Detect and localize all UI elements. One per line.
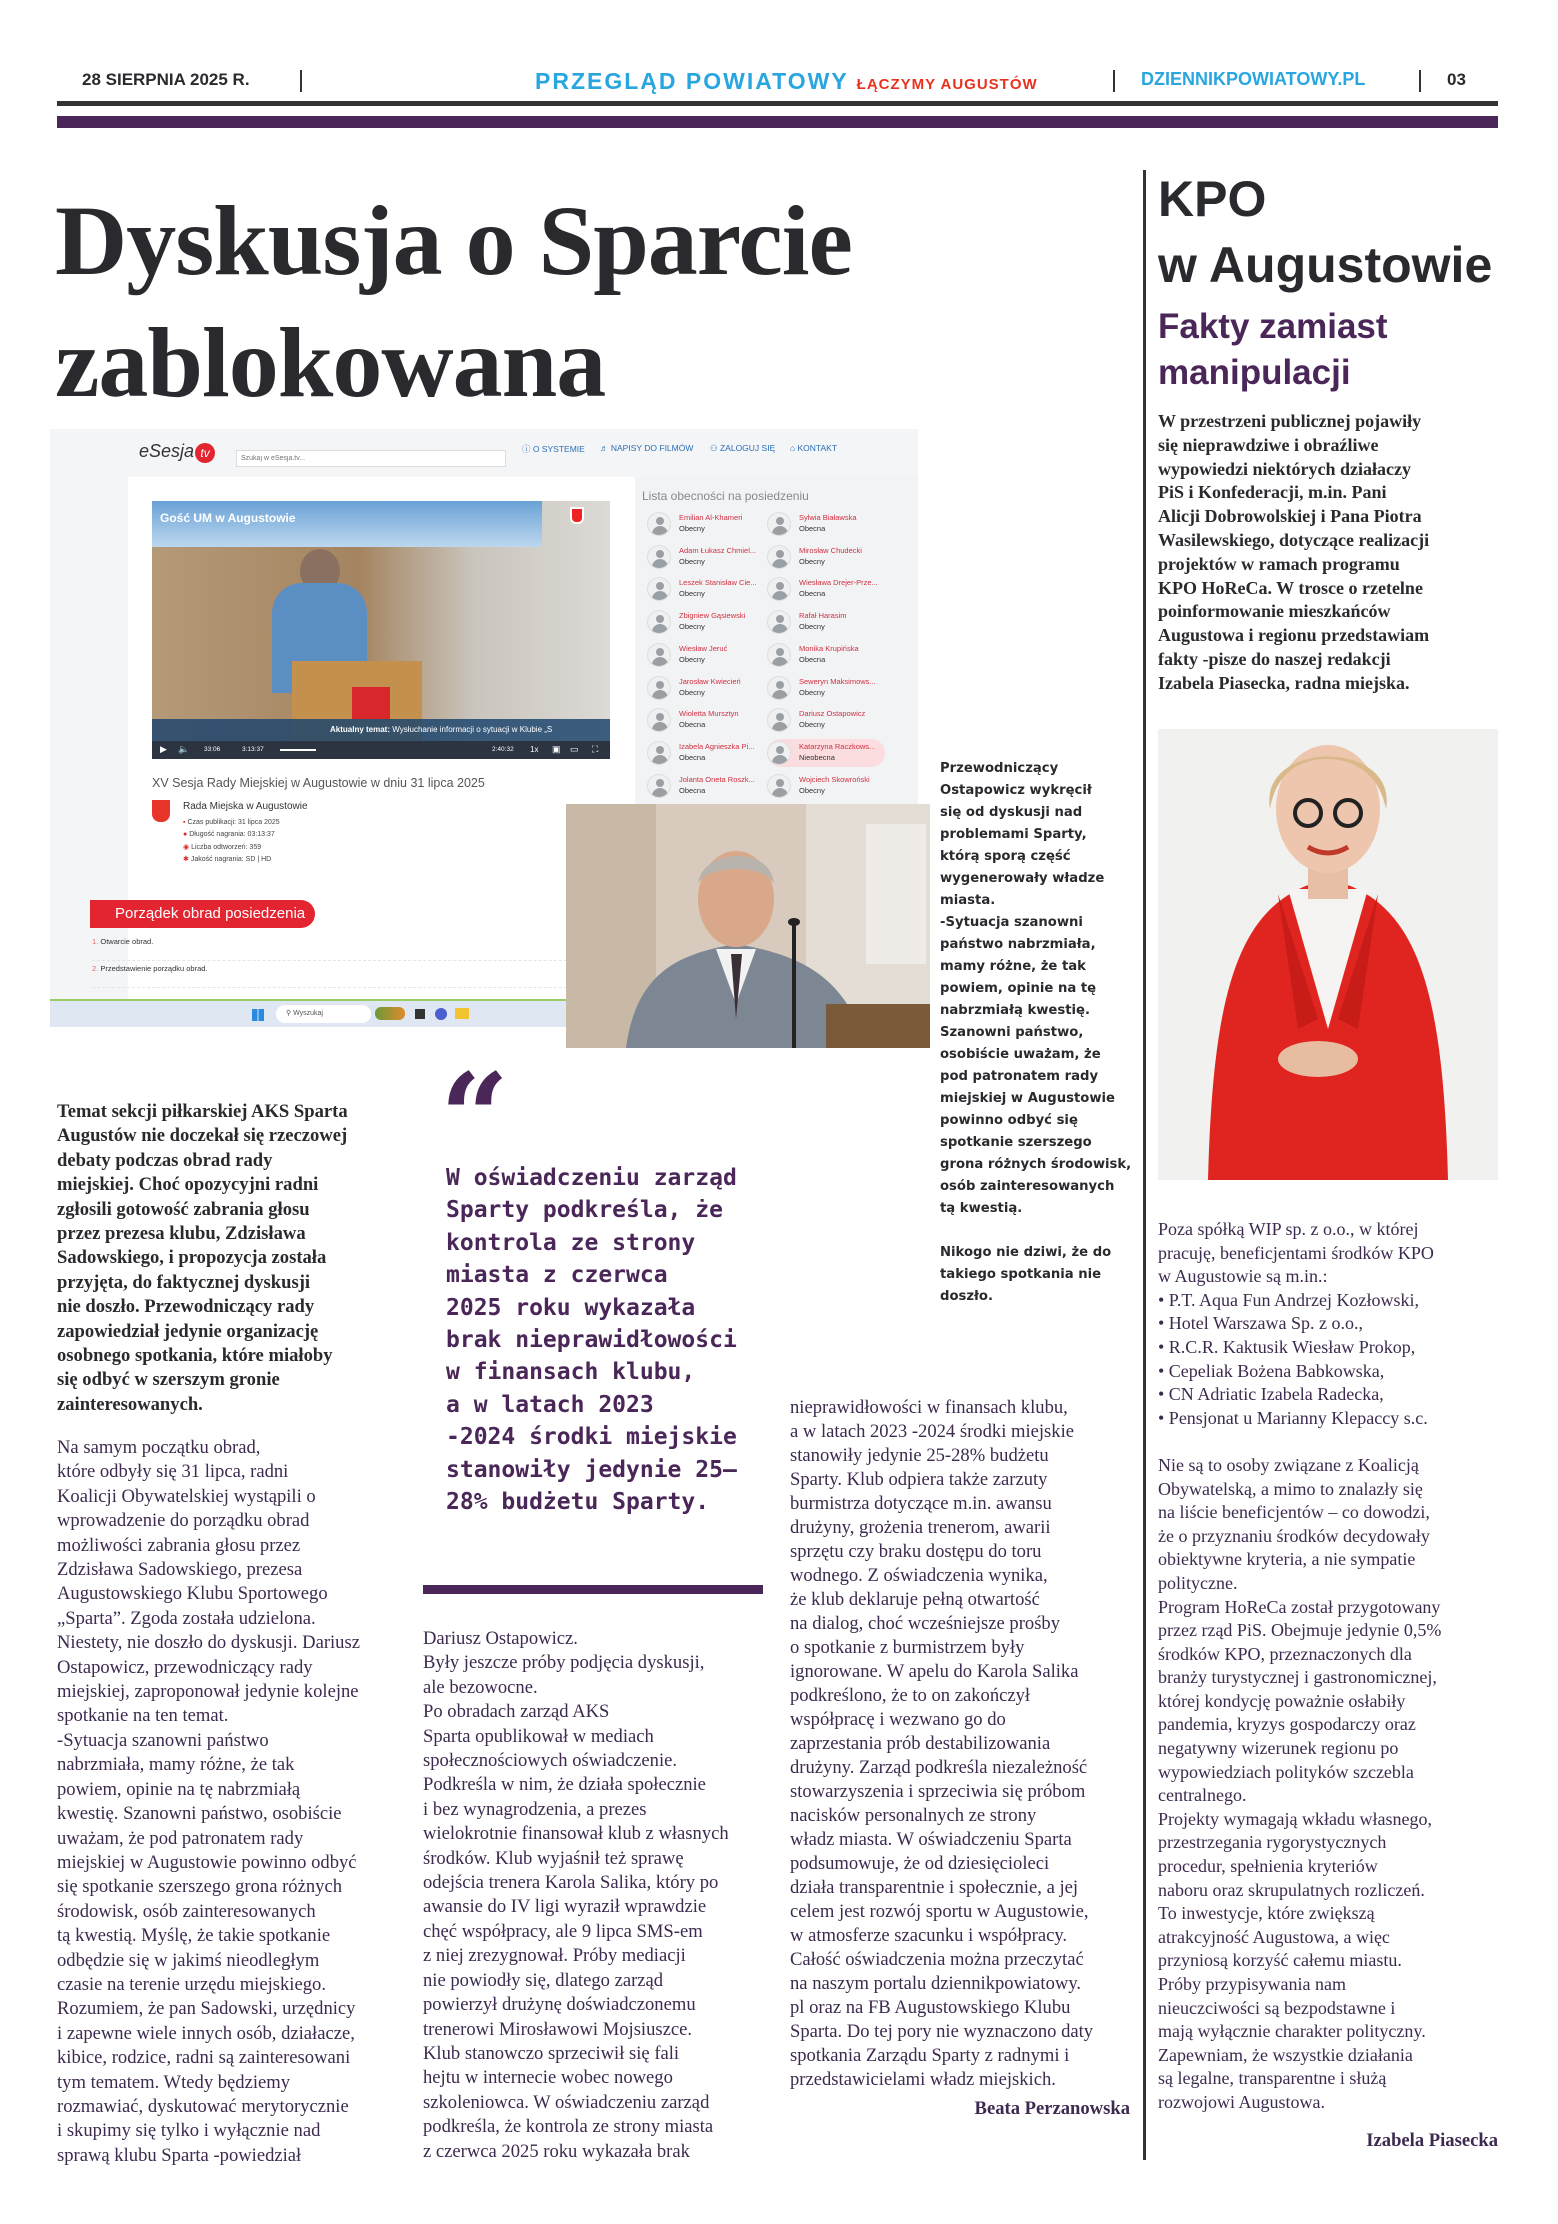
attendance-item[interactable] — [767, 641, 885, 669]
avatar-icon — [647, 741, 671, 765]
attendee-status: Obecny — [679, 622, 705, 632]
avatar-icon — [767, 741, 791, 765]
nav-zaloguj[interactable]: ⚇ ZALOGUJ SIĘ — [710, 443, 776, 453]
article-title — [55, 180, 852, 424]
attendee-name: Monika Krupińska — [799, 643, 859, 653]
council-chair-photo — [566, 804, 930, 1048]
pull-quote: W oświadczeniu zarząd Sparty podkreśla, że kontrola ze strony miasta z czerwca 2025 roku wykazała brak nieprawidłowości w finansach klubu, a w latach 2023 -2024 środki miejskie stanowiły jedynie 25– 28% budżetu Sparty. — [446, 1165, 737, 1516]
attendee-name: Sylwia Białawska — [799, 513, 857, 522]
quote-icon: “ — [440, 1047, 510, 1188]
attendance-item[interactable] — [767, 739, 885, 767]
header-divider — [1113, 70, 1115, 92]
attendee-status: Obecny — [679, 654, 705, 664]
gear-icon: ✱ — [183, 855, 191, 863]
article-title-line: zablokowana — [55, 307, 606, 418]
issue-date: 28 SIERPNIA 2025 R. — [82, 70, 250, 89]
attendance-item[interactable] — [647, 575, 765, 603]
search-icon: ⚲ — [286, 1010, 294, 1017]
clock-icon: ● — [183, 831, 190, 839]
attendee-status: Obecny — [679, 687, 705, 697]
attendee-name: Jarosław Kwiecień — [679, 676, 741, 686]
side-lead: W przestrzeni publicznej pojawiły się nieprawdziwe i obraźliwe wypowiedzi niektórych działaczy PiS i Konfederacji, m.in. Pani Alicji Dobrowolskiej i Pana Piotra Wasilewskiego, dotyczące realizacji projektów w ramach programu KPO HoReCa. W trosce o rzetelne poinformowanie mieszkańców Augustowa i regionu przedstawiam fakty -pisze do naszej redakcji Izabela Piasecka, radna miejska. — [1158, 411, 1430, 693]
header-divider — [1419, 70, 1421, 92]
attendance-title: Lista obecności na posiedzeniu — [642, 489, 809, 503]
attendee-status: Obecny — [679, 524, 705, 533]
volume-icon[interactable]: 🔈 — [178, 744, 190, 754]
agenda-item[interactable]: 2. Przedstawienie porządku obrad. — [92, 964, 632, 988]
publisher-crest-icon — [152, 800, 170, 822]
attendance-item[interactable] — [767, 706, 885, 734]
attendee-name: Rafał Harasim — [799, 611, 847, 621]
attendee-status: Obecny — [679, 589, 705, 599]
attendee-status: Obecna — [679, 752, 706, 762]
contact-icon: ⌂ — [790, 443, 798, 453]
video-player[interactable] — [152, 501, 610, 759]
photo-caption: Przewodniczący Ostapowicz wykręcił się od dyskusji nad problemami Sparty, którą sporą część wygenerowały władze miasta. -Sytuacja szanowni państwo nabrzmiała, mamy różne, że tak powiem, opinie na tę nabrzmiałą kwestię. Szanowni państwo, osobiście uważam, że pod patronatem rady miejskiej w Augustowie powinno odbyć się spotkanie szerszego grona różnych środowisk, osób zainteresowanych tą kwestią. Nikogo nie dziwi, że do takiego spotkania nie doszło. — [940, 761, 1132, 1304]
attendee-status: Obecny — [799, 785, 825, 795]
attendee-name: Katarzyna Raczkows... — [799, 741, 876, 751]
councillor-portrait-photo — [1158, 729, 1498, 1180]
attendee-name: Wioletta Mursztyn — [679, 709, 739, 719]
masthead[interactable] — [535, 68, 1038, 95]
time-alt: 2:40:32 — [492, 746, 514, 753]
avatar-icon — [647, 676, 671, 700]
attendee-name: Seweryn Maksimows... — [799, 676, 876, 686]
attendance-item[interactable] — [647, 772, 765, 800]
nav-o-systemie[interactable]: ⓘ O SYSTEMIE — [522, 444, 585, 454]
video-meta — [183, 817, 280, 866]
accent-bar — [57, 116, 1498, 128]
video-controls[interactable] — [152, 741, 610, 759]
meta-quality: ✱ Jakość nagrania: SD | HD — [183, 855, 272, 863]
theater-icon[interactable]: ▭ — [570, 744, 579, 754]
time-current: 33:06 — [204, 746, 221, 753]
attendee-name: Adam Łukasz Chmiel... — [679, 545, 757, 555]
podium-emblem — [352, 687, 390, 719]
attendance-item[interactable] — [767, 674, 885, 702]
side-subtitle: Fakty zamiast manipulacji — [1158, 307, 1388, 392]
article-column-2: Dariusz Ostapowicz. Były jeszcze próby podjęcia dyskusji, ale bezowocne. Po obradach zarząd AKS Sparta opublikował w mediach społecznościowych oświadczenie. Podkreśla w nim, że działa społecznie i bez wynagrodzenia, a prezes wielokrotnie finansował klub z własnych środków. Klub wyjaśnił też sprawę odejścia trenera Karola Salika, który po awansie do IV ligi wyraził wprawdzie chęć współpracy, ale 9 lipca SMS-em z niej zrezygnował. Próby mediacji nie powiodły się, dlatego zarząd powierzył drużynę doświadczonemu trenerowi Mirosławowi Mojsiuszce. Klub stanowczo sprzeciwił się fali hejtu w internecie wobec nowego szkoleniowca. W oświadczeniu zarząd podkreśla, że kontrola ze strony miasta z czerwca 2025 roku wykazała brak — [423, 1628, 729, 2162]
side-body: Poza spółką WIP sp. z o.o., w której pracuję, beneficjentami środków KPO w Augustowie są m.in.: • P.T. Aqua Fun Andrzej Kozłowski, • Hotel Warszawa Sp. z o.o., • R.C.R. Kaktusik Wiesław Prokop, • Cepeliak Bożena Babkowska, • CN Adriatic Izabela Radecka, • Pensjonat u Marianny Klepaccy s.c. Nie są to osoby związane z Koalicją Obywatelską, a mimo to znalazły się na liście beneficjentów – co dowodzi, że o przyznaniu środków decydowały obiektywne kryteria, a nie sympatie polityczne. Program HoReCa został przygotowany przez rząd PiS. Obejmuje jedynie 0,5% środków KPO, przeznaczonych dla branży turystycznej i gastronomicznej, której kondycję poważnie osłabiły pandemia, kryzys gospodarczy oraz negatywny wizerunek regionu po wypowiedziach polityków szczebla centralnego. Projekty wymagają wkładu własnego, przestrzegania rygorystycznych procedur, spełnienia kryteriów naboru oraz skrupulatnych rozliczeń. To inwestycje, które zwiększą atrakcyjność Augustowa, a więc przyniosą korzyść całemu miastu. Próby przypisywania nam nieuczciwości są bezpodstawne i mają wyłącznie charakter polityczny. Zapewniam, że wszystkie działania są legalne, transparentne i służą rozwojowi Augustowa. — [1158, 1219, 1442, 2112]
esesja-logo[interactable] — [139, 441, 215, 463]
attendee-status: Obecna — [799, 654, 826, 664]
meta-views: ◉ Liczba odtworzeń: 359 — [183, 843, 262, 851]
attendance-item[interactable] — [767, 772, 885, 800]
nav-kontakt[interactable]: ⌂ KONTAKT — [790, 443, 838, 453]
avatar-icon — [647, 708, 671, 732]
topic-label: Aktualny temat: — [330, 725, 391, 734]
avatar-icon — [767, 512, 791, 536]
progress-slider[interactable] — [280, 749, 316, 751]
session-title: XV Sesja Rady Miejskiej w Augustowie w dniu 31 lipca 2025 — [152, 776, 485, 790]
attendance-item[interactable] — [647, 674, 765, 702]
meta-duration: ● Długość nagrania: 03:13:37 — [183, 831, 275, 839]
attendee-name: Wojciech Skowroński — [799, 774, 870, 784]
attendee-name: Mirosław Chudecki — [799, 545, 862, 555]
attendee-name: Izabela Agnieszka Pi... — [679, 741, 755, 751]
attendance-item[interactable] — [647, 510, 765, 538]
avatar-icon — [647, 512, 671, 536]
attendance-item[interactable] — [647, 706, 765, 734]
search-input[interactable] — [236, 450, 506, 467]
attendance-item[interactable] — [767, 543, 885, 571]
video-info-bar — [152, 719, 610, 741]
attendance-item[interactable] — [767, 608, 885, 636]
play-icon[interactable]: ▶ — [160, 744, 167, 754]
avatar-icon — [647, 610, 671, 634]
page-number: 03 — [1447, 70, 1466, 89]
attendee-status: Obecny — [799, 622, 825, 632]
article-author: Beata Perzanowska — [974, 2098, 1130, 2119]
attendee-status: Obecny — [799, 556, 825, 566]
avatar-icon — [647, 577, 671, 601]
publisher-name[interactable]: Rada Miejska w Augustowie — [183, 801, 308, 812]
avatar-icon — [767, 774, 791, 798]
eye-icon: ◉ — [183, 843, 192, 851]
video-banner: Gość UM w Augustowie — [160, 511, 296, 525]
attendee-name: Dariusz Ostapowicz — [799, 709, 866, 719]
taskbar-widget-icon[interactable] — [375, 1007, 405, 1020]
attendee-status: Obecna — [679, 720, 706, 730]
subtitles-icon: ♬ — [600, 443, 611, 453]
attendee-status: Obecna — [799, 524, 826, 533]
avatar-icon — [767, 676, 791, 700]
chat-icon[interactable] — [435, 1008, 447, 1020]
logo-text: eSesja — [139, 441, 195, 461]
column-divider — [1143, 170, 1146, 2160]
calendar-icon: ▪ — [183, 819, 188, 826]
fullscreen-icon[interactable]: ⛶ — [592, 744, 599, 754]
attendee-name: Jolanta Oneta Roszk... — [679, 774, 755, 784]
attendance-item[interactable] — [647, 641, 765, 669]
agenda-item[interactable]: 1. Otwarcie obrad. — [92, 937, 632, 961]
avatar-icon — [647, 774, 671, 798]
attendee-status: Obecny — [799, 720, 825, 730]
logo-badge: tv — [195, 443, 215, 463]
masthead-title: PRZEGLĄD POWIATOWY — [535, 68, 849, 94]
crest-icon — [570, 507, 584, 524]
attendee-name: Wiesława Drejer-Prze... — [799, 578, 878, 588]
article-title-line: Dyskusja o Sparcie — [55, 185, 852, 296]
website-link[interactable]: DZIENNIKPOWIATOWY.PL — [1141, 69, 1366, 89]
taskbar-search[interactable]: ⚲ Wyszukaj — [276, 1005, 371, 1023]
time-total: 3:13:37 — [242, 746, 264, 753]
attendee-status: Obecna — [679, 785, 706, 795]
attendee-name: Zbigniew Gąsiewski — [679, 611, 746, 621]
attendance-item[interactable] — [767, 575, 885, 603]
attendee-status: Obecny — [679, 556, 705, 566]
agenda-heading[interactable]: Porządek obrad posiedzenia — [90, 900, 315, 928]
windows-start-icon[interactable] — [252, 1009, 264, 1021]
quote-rule — [423, 1585, 763, 1594]
nav-napisy[interactable]: ♬ NAPISY DO FILMÓW — [600, 443, 694, 453]
avatar-icon — [767, 545, 791, 569]
avatar-icon — [767, 708, 791, 732]
attendee-status: Obecny — [799, 687, 825, 697]
side-title — [1158, 166, 1492, 298]
side-author: Izabela Piasecka — [1366, 2130, 1498, 2151]
side-title-line: KPO — [1158, 171, 1267, 227]
attendee-name: Emilian Al-Khameri — [679, 513, 743, 522]
info-icon: ⓘ — [522, 444, 533, 454]
article-column-1: Na samym początku obrad, które odbyły się 31 lipca, radni Koalicji Obywatelskiej wystąpili o wprowadzenie do porządku obrad możliwości zabrania głosu przez Zdzisława Sadowskiego, prezesa Augustowskiego Klubu Sportowego „Sparta”. Zgoda została udzielona. Niestety, nie doszło do dyskusji. Dariusz Ostapowicz, przewodniczący rady miejskiej, zaproponował jedynie kolejne spotkanie na ten temat. -Sytuacja szanowni państwo nabrzmiała, mamy różne, że tak powiem, opinie na tę nabrzmiałą kwestię. Szanowni państwo, osobiście uważam, że pod patronatem rady miejskiej w Augustowie powinno odbyć się spotkanie szerszego grona różnych środowisk, osób zainteresowanych tą kwestią. Myślę, że takie spotkanie odbędzie się w jakimś nieodległym czasie na terenie urzędu miejskiego. Rozumiem, że pan Sadowski, urzędnicy i zapewne wiele innych osób, działacze, kibice, rodzice, radni są zainteresowani tym tematem. Wtedy będziemy rozmawiać, dyskutować merytorycznie i skupimy się tylko i wyłącznie nad sprawą klubu Sparta -powiedział — [57, 1437, 360, 2166]
attendee-name: Leszek Stanisław Cie... — [679, 578, 757, 588]
attendance-item[interactable] — [647, 543, 765, 571]
attendee-status: Nieobecna — [799, 752, 835, 762]
attendee-name: Wiesław Jeruć — [679, 643, 728, 653]
header-rule — [57, 101, 1498, 106]
avatar-icon — [767, 643, 791, 667]
speed-button[interactable]: 1x — [530, 745, 539, 754]
masthead-tagline: ŁĄCZYMY AUGUSTÓW — [856, 76, 1038, 93]
task-view-icon[interactable] — [415, 1009, 425, 1019]
attendance-item[interactable] — [767, 510, 885, 538]
meta-publication: ▪ Czas publikacji: 31 lipca 2025 — [183, 819, 280, 826]
avatar-icon — [767, 577, 791, 601]
article-column-3: nieprawidłowości w finansach klubu, a w latach 2023 -2024 środki miejskie stanowiły jedynie 25-28% budżetu Sparty. Klub odpiera także zarzuty burmistrza dotyczące m.in. awansu drużyny, grożenia trenerom, awarii sprzętu czy braku dostępu do toru wodnego. Z oświadczenia wynika, że klub deklaruje pełną otwartość na dialog, choć wcześniejsze prośby o spotkanie z burmistrzem były ignorowane. W apelu do Karola Salika podkreślono, że to on zakończył współpracę i wezwano go do zaprzestania prób destabilizowania drużyny. Zarząd podkreśla niezależność stowarzyszenia i sprzeciwia się próbom nacisków personalnych ze strony władz miasta. W oświadczeniu Sparta podsumowuje, że od dziesięcioleci działa transparentnie i społecznie, a jej celem jest rozwój sportu w Augustowie, w atmosferze szacunku i współpracy. Całość oświadczenia można przeczytać na naszym portalu dziennikpowiatowy. pl oraz na FB Augustowskiego Klubu Sparta. Do tej pory nie wyznaczono daty spotkania Zarządu Sparty z radnymi i przedstawicielami władz miejskich. — [790, 1397, 1094, 2090]
attendance-item[interactable] — [647, 608, 765, 636]
avatar-icon — [647, 643, 671, 667]
side-title-line: w Augustowie — [1158, 237, 1493, 293]
avatar-icon — [647, 545, 671, 569]
topic-text: Wysłuchanie informacji o sytuacji w Klubie „S — [392, 725, 553, 734]
folder-icon[interactable] — [455, 1008, 469, 1019]
header-divider — [300, 70, 302, 92]
user-icon: ⚇ — [710, 443, 720, 453]
article-lead: Temat sekcji piłkarskiej AKS Sparta Augustów nie doczekał się rzeczowej debaty podczas obrad rady miejskiej. Choć opozycyjni radni zgłosili gotowość zabrania głosu przez prezesa klubu, Zdzisława Sadowskiego, i propozycja została przyjęta, do faktycznej dyskusji nie doszło. Przewodniczący rady zapowiedział jedynie organizację osobnego spotkania, które miałoby się odbyć w szerszym gronie zainteresowanych. — [57, 1101, 348, 1415]
pip-icon[interactable]: ▣ — [552, 744, 561, 754]
attendance-item[interactable] — [647, 739, 765, 767]
attendee-status: Obecna — [799, 589, 826, 599]
avatar-icon — [767, 610, 791, 634]
